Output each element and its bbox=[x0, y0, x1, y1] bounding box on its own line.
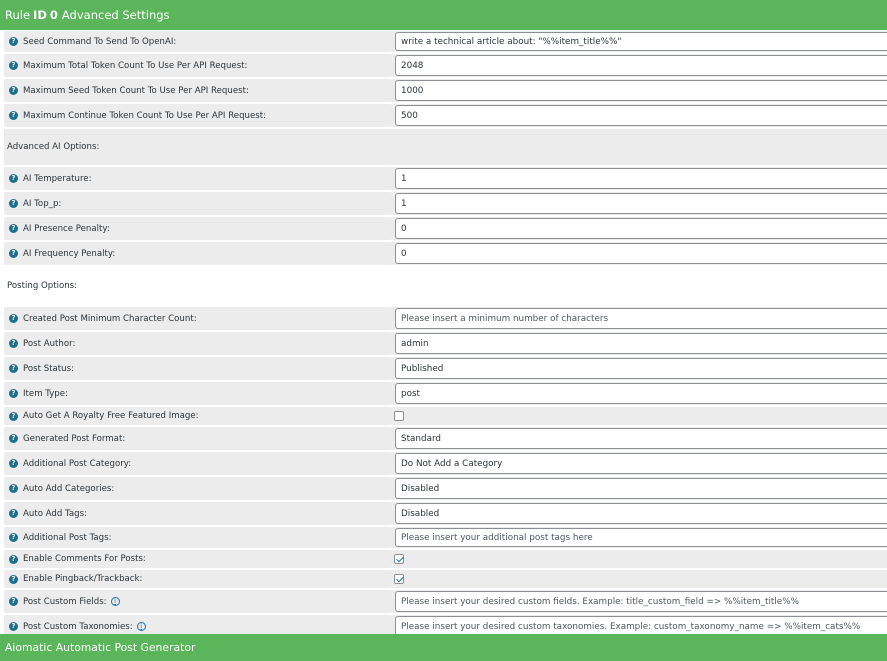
post-author-label-cell bbox=[4, 332, 391, 355]
enable-comments-checkbox[interactable] bbox=[394, 554, 404, 564]
help-icon[interactable]: ? bbox=[9, 37, 18, 46]
seed-command-value-cell bbox=[391, 31, 887, 52]
ai-presence-penalty-label: AI Presence Penalty: bbox=[23, 223, 110, 234]
max-continue-token-label: Maximum Continue Token Count To Use Per API Request: bbox=[23, 110, 267, 121]
additional-tags-label-cell bbox=[4, 527, 391, 548]
help-icon[interactable]: ? bbox=[9, 597, 18, 606]
help-icon[interactable]: ? bbox=[9, 622, 18, 631]
additional-category-input[interactable]: Do Not Add a Category bbox=[395, 453, 887, 474]
settings-row-min-char-count bbox=[0, 306, 887, 331]
help-icon[interactable]: ? bbox=[9, 555, 18, 564]
item-type-value-cell bbox=[391, 382, 887, 405]
settings-row-seed-command bbox=[0, 30, 887, 53]
ai-temperature-label: AI Temperature: bbox=[23, 173, 92, 184]
auto-add-tags-input[interactable]: Disabled bbox=[395, 503, 887, 524]
ai-frequency-penalty-value-cell bbox=[391, 242, 887, 265]
settings-header bbox=[0, 0, 887, 30]
settings-row-auto-add-categories bbox=[0, 476, 887, 501]
section-heading-advanced-ai-options: Advanced AI Options: bbox=[4, 129, 887, 165]
ai-temperature-value-cell bbox=[391, 167, 887, 190]
help-icon[interactable]: ? bbox=[9, 174, 18, 183]
settings-row-auto-add-tags bbox=[0, 501, 887, 526]
settings-row-additional-tags bbox=[0, 526, 887, 549]
royalty-free-image-checkbox[interactable] bbox=[394, 411, 404, 421]
max-seed-token-value-cell bbox=[391, 79, 887, 102]
settings-row-post-status bbox=[0, 356, 887, 381]
help-icon[interactable]: ? bbox=[9, 111, 18, 120]
settings-row-item-type bbox=[0, 381, 887, 406]
help-icon[interactable]: ? bbox=[9, 484, 18, 493]
ai-temperature-label-cell bbox=[4, 167, 391, 190]
settings-table bbox=[0, 30, 887, 634]
help-icon[interactable]: ? bbox=[9, 339, 18, 348]
ai-top-p-label: AI Top_p: bbox=[23, 198, 62, 209]
help-icon[interactable]: ? bbox=[9, 199, 18, 208]
info-link-icon[interactable]: i bbox=[137, 622, 146, 631]
help-icon[interactable]: ? bbox=[9, 249, 18, 258]
ai-temperature-input[interactable]: 1 bbox=[395, 168, 887, 189]
help-icon[interactable]: ? bbox=[9, 224, 18, 233]
enable-pingback-checkbox[interactable] bbox=[394, 574, 404, 584]
enable-pingback-label: Enable Pingback/Trackback: bbox=[23, 574, 143, 584]
settings-row-ai-top-p bbox=[0, 191, 887, 216]
settings-row-max-total-token bbox=[0, 53, 887, 78]
post-author-value-cell bbox=[391, 332, 887, 355]
settings-row-max-seed-token bbox=[0, 78, 887, 103]
help-icon[interactable]: ? bbox=[9, 412, 18, 421]
max-continue-token-label-cell bbox=[4, 104, 391, 127]
ai-top-p-input[interactable]: 1 bbox=[395, 193, 887, 214]
max-total-token-label-cell bbox=[4, 54, 391, 77]
footer-title: Aiomatic Automatic Post Generator bbox=[5, 641, 196, 654]
additional-tags-input[interactable]: Please insert your additional post tags here bbox=[395, 528, 887, 547]
item-type-label-cell bbox=[4, 382, 391, 405]
post-format-label: Generated Post Format: bbox=[23, 433, 126, 444]
header-suffix: Advanced Settings bbox=[61, 8, 170, 22]
help-icon[interactable]: ? bbox=[9, 364, 18, 373]
header-id-text: ID bbox=[33, 8, 47, 22]
seed-command-label: Seed Command To Send To OpenAI: bbox=[23, 36, 177, 47]
help-icon[interactable]: ? bbox=[9, 533, 18, 542]
max-total-token-value-cell bbox=[391, 54, 887, 77]
royalty-free-image-label: Auto Get A Royalty Free Featured Image: bbox=[23, 411, 199, 421]
help-icon[interactable]: ? bbox=[9, 86, 18, 95]
custom-taxonomies-label: Post Custom Taxonomies: bbox=[23, 621, 133, 632]
header-id-value: 0 bbox=[49, 8, 58, 22]
item-type-label: Item Type: bbox=[23, 388, 68, 399]
min-char-count-input[interactable]: Please insert a minimum number of characters bbox=[395, 308, 887, 329]
help-icon[interactable]: ? bbox=[9, 509, 18, 518]
ai-top-p-label-cell bbox=[4, 192, 391, 215]
max-seed-token-label: Maximum Seed Token Count To Use Per API Request: bbox=[23, 85, 249, 96]
post-author-label: Post Author: bbox=[23, 338, 76, 349]
help-icon[interactable]: ? bbox=[9, 314, 18, 323]
custom-fields-value-cell bbox=[391, 590, 887, 613]
post-format-input[interactable]: Standard bbox=[395, 428, 887, 449]
header-rule-text: Rule bbox=[5, 8, 31, 22]
auto-add-categories-label: Auto Add Categories: bbox=[23, 483, 115, 494]
max-total-token-input[interactable]: 2048 bbox=[395, 55, 887, 76]
settings-row-post-format bbox=[0, 426, 887, 451]
enable-comments-label: Enable Comments For Posts: bbox=[23, 554, 146, 564]
ai-presence-penalty-value-cell bbox=[391, 217, 887, 240]
min-char-count-label: Created Post Minimum Character Count: bbox=[23, 313, 197, 324]
section-heading-posting-options: Posting Options: bbox=[4, 267, 887, 305]
enable-comments-label-cell bbox=[4, 550, 391, 568]
additional-category-label-cell bbox=[4, 452, 391, 475]
settings-row-max-continue-token bbox=[0, 103, 887, 128]
min-char-count-value-cell bbox=[391, 307, 887, 330]
help-icon[interactable]: ? bbox=[9, 575, 18, 584]
help-icon[interactable]: ? bbox=[9, 61, 18, 70]
royalty-free-image-label-cell bbox=[4, 407, 391, 425]
enable-comments-check-cell bbox=[391, 550, 887, 568]
seed-command-input[interactable]: write a technical article about: "%%item_title%%" bbox=[395, 32, 887, 51]
post-status-label: Post Status: bbox=[23, 363, 74, 374]
additional-category-label: Additional Post Category: bbox=[23, 458, 132, 469]
max-total-token-label: Maximum Total Token Count To Use Per API Request: bbox=[23, 60, 248, 71]
ai-top-p-value-cell bbox=[391, 192, 887, 215]
additional-tags-label: Additional Post Tags: bbox=[23, 532, 112, 543]
auto-add-categories-value-cell bbox=[391, 477, 887, 500]
max-seed-token-label-cell bbox=[4, 79, 391, 102]
auto-add-categories-label-cell bbox=[4, 477, 391, 500]
settings-row-royalty-free-image bbox=[0, 406, 887, 426]
min-char-count-label-cell bbox=[4, 307, 391, 330]
settings-row-post-author bbox=[0, 331, 887, 356]
plugin-footer[interactable] bbox=[0, 634, 887, 661]
help-icon[interactable]: ? bbox=[9, 389, 18, 398]
max-seed-token-input[interactable]: 1000 bbox=[395, 80, 887, 101]
settings-row-ai-presence-penalty bbox=[0, 216, 887, 241]
enable-pingback-check-cell bbox=[391, 570, 887, 588]
ai-presence-penalty-label-cell bbox=[4, 217, 391, 240]
ai-frequency-penalty-label: AI Frequency Penalty: bbox=[23, 248, 116, 259]
ai-presence-penalty-input[interactable]: 0 bbox=[395, 218, 887, 239]
post-format-label-cell bbox=[4, 427, 391, 450]
auto-add-tags-value-cell bbox=[391, 502, 887, 525]
settings-row-advanced-ai-options bbox=[0, 128, 887, 166]
settings-row-custom-fields bbox=[0, 589, 887, 614]
settings-row-additional-category bbox=[0, 451, 887, 476]
settings-row-ai-temperature bbox=[0, 166, 887, 191]
settings-row-enable-pingback bbox=[0, 569, 887, 589]
settings-row-ai-frequency-penalty bbox=[0, 241, 887, 266]
post-format-value-cell bbox=[391, 427, 887, 450]
post-status-label-cell bbox=[4, 357, 391, 380]
auto-add-categories-input[interactable]: Disabled bbox=[395, 478, 887, 499]
max-continue-token-value-cell bbox=[391, 104, 887, 127]
seed-command-label-cell bbox=[4, 31, 391, 52]
item-type-input[interactable]: post bbox=[395, 383, 887, 404]
post-author-input[interactable]: admin bbox=[395, 333, 887, 354]
custom-fields-label-cell bbox=[4, 590, 391, 613]
settings-row-posting-options bbox=[0, 266, 887, 306]
additional-tags-value-cell bbox=[391, 527, 887, 548]
auto-add-tags-label: Auto Add Tags: bbox=[23, 508, 87, 519]
custom-fields-input[interactable]: Please insert your desired custom fields. Example: title_custom_field => %%item_title%% bbox=[395, 591, 887, 612]
post-status-value-cell bbox=[391, 357, 887, 380]
ai-frequency-penalty-input[interactable]: 0 bbox=[395, 243, 887, 264]
settings-row-enable-comments bbox=[0, 549, 887, 569]
custom-fields-label: Post Custom Fields: bbox=[23, 596, 107, 607]
help-icon[interactable]: ? bbox=[9, 459, 18, 468]
ai-frequency-penalty-label-cell bbox=[4, 242, 391, 265]
royalty-free-image-check-cell bbox=[391, 407, 887, 425]
max-continue-token-input[interactable]: 500 bbox=[395, 105, 887, 126]
custom-taxonomies-input[interactable]: Please insert your desired custom taxonomies. Example: custom_taxonomy_name => %%item_cats%% bbox=[395, 616, 887, 637]
post-status-input[interactable]: Published bbox=[395, 358, 887, 379]
enable-pingback-label-cell bbox=[4, 570, 391, 588]
additional-category-value-cell bbox=[391, 452, 887, 475]
info-link-icon[interactable]: i bbox=[111, 597, 120, 606]
help-icon[interactable]: ? bbox=[9, 434, 18, 443]
auto-add-tags-label-cell bbox=[4, 502, 391, 525]
